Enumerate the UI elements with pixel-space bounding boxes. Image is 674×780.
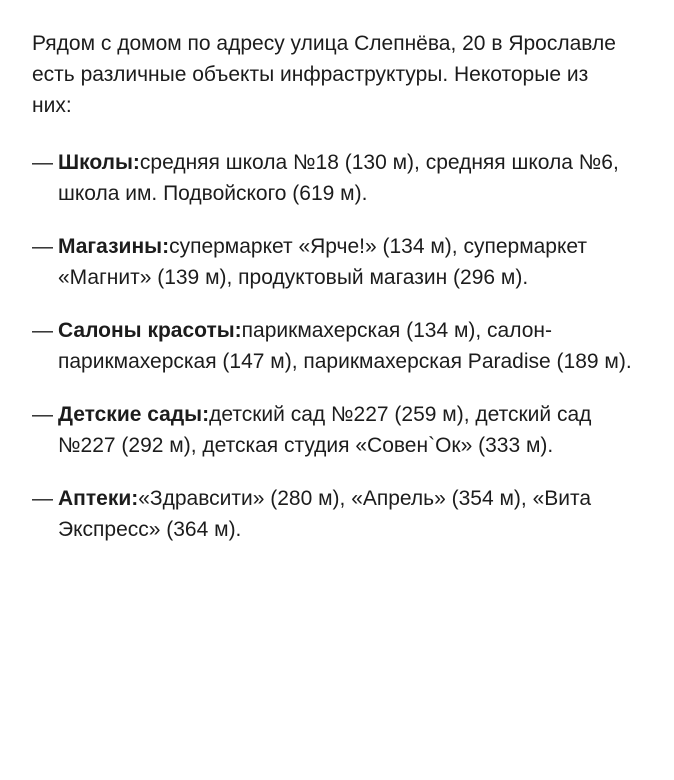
list-item-label: Магазины xyxy=(58,235,163,258)
list-item-body xyxy=(58,315,644,377)
list-item xyxy=(32,231,644,293)
list-item-body xyxy=(58,147,644,209)
list-item-body xyxy=(58,483,644,545)
list-item-separator: : xyxy=(131,487,139,510)
bullet-dash: — xyxy=(32,319,53,342)
list-item xyxy=(32,315,644,377)
list-item-separator: : xyxy=(202,403,210,426)
list-item-body xyxy=(58,231,644,293)
list-item-text: парикмахерская (134 м), салон-парикмахерская (147 м), парикмахерская Paradise (189 м). xyxy=(58,319,632,373)
bullet-dash: — xyxy=(32,235,53,258)
list-item-label: Аптеки xyxy=(58,487,132,510)
list-item-separator: : xyxy=(132,151,140,174)
infrastructure-list xyxy=(32,147,644,545)
bullet-dash: — xyxy=(32,487,53,510)
list-item-label: Салоны красоты xyxy=(58,319,235,342)
list-item-text: средняя школа №18 (130 м), средняя школа №6, школа им. Подвойского (619 м). xyxy=(58,151,619,205)
list-item xyxy=(32,147,644,209)
list-item-separator: : xyxy=(234,319,242,342)
bullet-dash: — xyxy=(32,151,53,174)
list-item-label: Школы xyxy=(58,151,133,174)
list-item-text: супермаркет «Ярче!» (134 м), супермаркет «Магнит» (139 м), продуктовый магазин (296 м). xyxy=(58,235,588,289)
list-item-body xyxy=(58,399,644,461)
list-item-label: Детские сады xyxy=(58,403,203,426)
list-item xyxy=(32,399,644,461)
list-item xyxy=(32,483,644,545)
list-item-text: детский сад №227 (259 м), детский сад №227 (292 м), детская студия «Совен`Ок» (333 м). xyxy=(58,403,592,457)
list-item-text: «Здравсити» (280 м), «Апрель» (354 м), «Вита Экспресс» (364 м). xyxy=(58,487,592,541)
bullet-dash: — xyxy=(32,403,53,426)
intro-paragraph: Рядом с домом по адресу улица Слепнёва, 20 в Ярославле есть различные объекты инфраструктуры. Некоторые из них: xyxy=(32,32,616,117)
list-item-separator: : xyxy=(162,235,170,258)
